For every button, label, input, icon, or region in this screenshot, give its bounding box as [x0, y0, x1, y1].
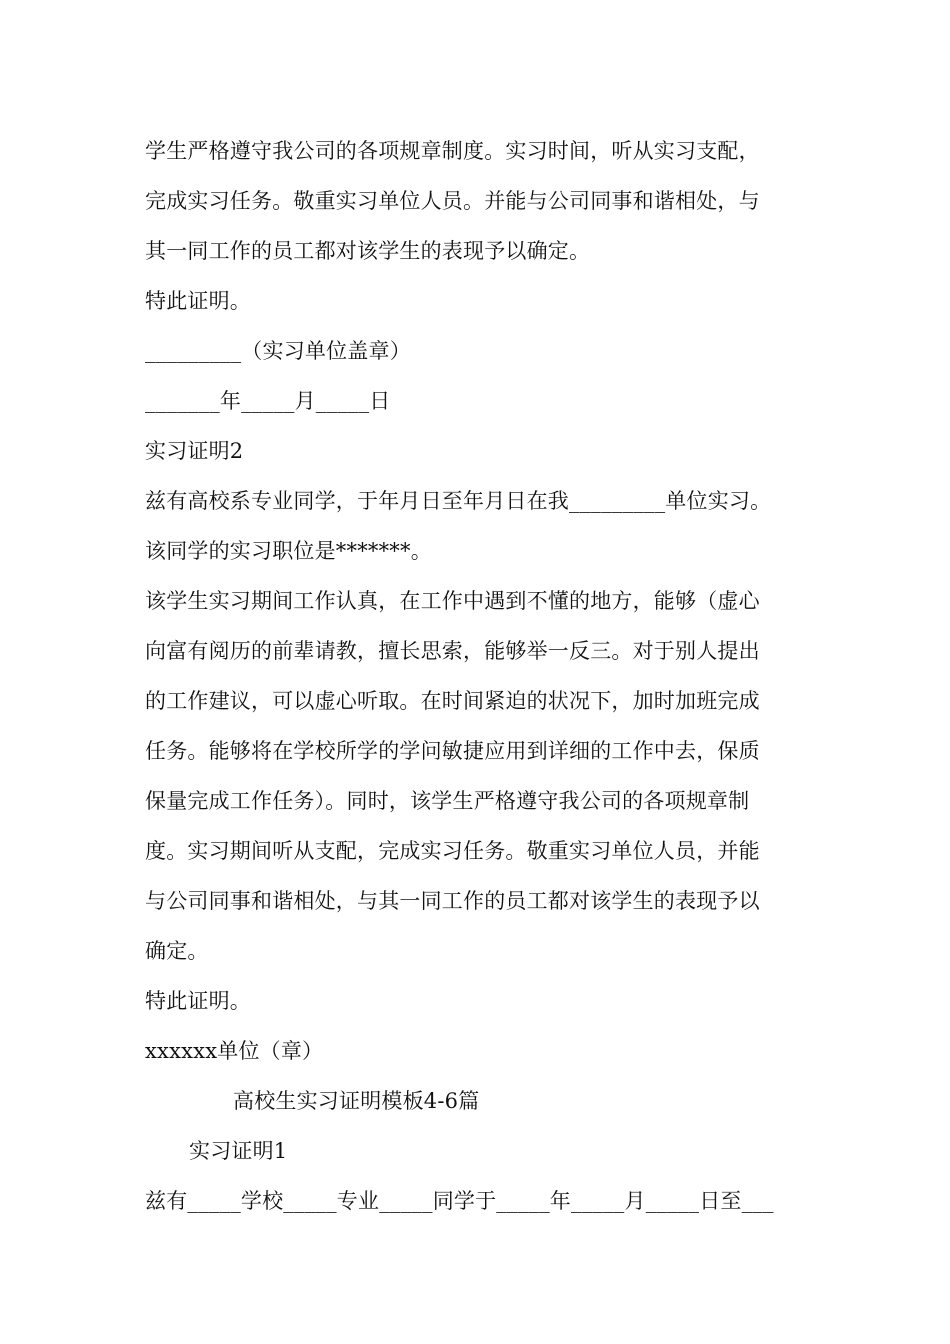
paragraph-line: 向富有阅历的前辈请教，擅长思索，能够举一反三。对于别人提出	[145, 639, 760, 663]
paragraph-line: 兹有高校系专业同学，于年月日至年月日在我_________单位实习。	[145, 489, 772, 513]
paragraph-line: 其一同工作的员工都对该学生的表现予以确定。	[145, 239, 591, 263]
paragraph-line: 与公司同事和谐相处，与其一同工作的员工都对该学生的表现予以	[145, 889, 760, 913]
paragraph-line: 学生严格遵守我公司的各项规章制度。实习时间，听从实习支配，	[145, 139, 760, 163]
paragraph-line: 任务。能够将在学校所学的学问敏捷应用到详细的工作中去，保质	[145, 739, 760, 763]
paragraph-line: 该同学的实习职位是*******。	[145, 539, 432, 563]
section-heading: 实习证明2	[145, 439, 244, 463]
document-title: 高校生实习证明模板4-6篇	[233, 1089, 480, 1113]
paragraph-line: 保量完成工作任务）。同时，该学生严格遵守我公司的各项规章制	[145, 789, 750, 813]
seal-line: xxxxxx单位（章）	[145, 1039, 324, 1063]
seal-line: _________（实习单位盖章）	[145, 339, 411, 363]
paragraph-line: 完成实习任务。敬重实习单位人员。并能与公司同事和谐相处，与	[145, 189, 760, 213]
date-line: _______年_____月_____日	[145, 389, 391, 413]
paragraph-line: 确定。	[145, 939, 209, 963]
paragraph-line: 度。实习期间听从支配，完成实习任务。敬重实习单位人员，并能	[145, 839, 760, 863]
closing-line: 特此证明。	[145, 989, 251, 1013]
paragraph-line: 该学生实习期间工作认真，在工作中遇到不懂的地方，能够（虚心	[145, 589, 760, 613]
section-heading: 实习证明1	[189, 1139, 288, 1163]
paragraph-line: 的工作建议，可以虚心听取。在时间紧迫的状况下，加时加班完成	[145, 689, 760, 713]
paragraph-line: 兹有_____学校_____专业_____同学于_____年_____月_____日至___	[145, 1189, 774, 1213]
closing-line: 特此证明。	[145, 289, 251, 313]
